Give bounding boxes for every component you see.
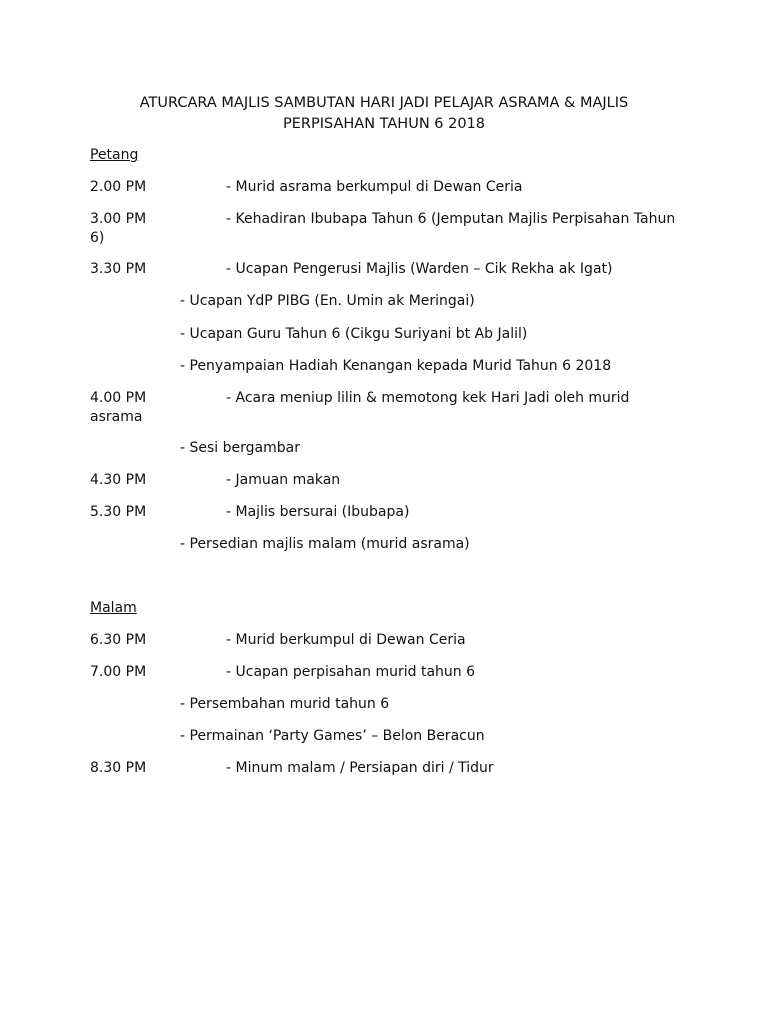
schedule-time: 4.00 PM (90, 390, 147, 406)
schedule-time: 3.30 PM (90, 261, 147, 277)
schedule-time: 3.00 PM (90, 211, 147, 227)
schedule-subitem: - Ucapan YdP PIBG (En. Umin ak Meringai) (180, 293, 475, 309)
schedule-subitem: - Penyampaian Hadiah Kenangan kepada Murid Tahun 6 2018 (180, 358, 612, 374)
schedule-text-continued: asrama (90, 408, 143, 425)
title-line-2: PERPISAHAN TAHUN 6 2018 (282, 116, 486, 132)
section-heading-malam: Malam (90, 600, 137, 616)
title-line-1: ATURCARA MAJLIS SAMBUTAN HARI JADI PELAJAR ASRAMA & MAJLIS (139, 95, 629, 111)
schedule-text: - Ucapan perpisahan murid tahun 6 (226, 664, 476, 680)
section-heading-petang: Petang (90, 147, 139, 163)
schedule-text: - Kehadiran Ibubapa Tahun 6 (Jemputan Majlis Perpisahan Tahun (226, 211, 676, 227)
schedule-time: 2.00 PM (90, 179, 147, 195)
schedule-subitem: - Persedian majlis malam (murid asrama) (180, 536, 470, 552)
schedule-subitem: - Sesi bergambar (180, 440, 300, 456)
document-title (0, 93, 768, 135)
schedule-text: - Jamuan makan (226, 472, 341, 488)
schedule-time: 4.30 PM (90, 472, 147, 488)
schedule-text: - Minum malam / Persiapan diri / Tidur (226, 760, 494, 776)
schedule-time: 8.30 PM (90, 760, 147, 776)
schedule-text: - Ucapan Pengerusi Majlis (Warden – Cik Rekha ak Igat) (226, 261, 613, 277)
schedule-text: - Acara meniup lilin & memotong kek Hari Jadi oleh murid (226, 390, 630, 406)
schedule-text: - Majlis bersurai (Ibubapa) (226, 504, 410, 520)
schedule-subitem: - Ucapan Guru Tahun 6 (Cikgu Suriyani bt Ab Jalil) (180, 326, 528, 342)
schedule-time: 5.30 PM (90, 504, 147, 520)
schedule-time: 6.30 PM (90, 632, 147, 648)
schedule-text: - Murid berkumpul di Dewan Ceria (226, 632, 466, 648)
schedule-time: 7.00 PM (90, 664, 147, 680)
schedule-subitem: - Persembahan murid tahun 6 (180, 696, 390, 712)
schedule-subitem: - Permainan ‘Party Games’ – Belon Beracun (180, 728, 485, 744)
schedule-text: - Murid asrama berkumpul di Dewan Ceria (226, 179, 523, 195)
schedule-text-continued: 6) (90, 229, 105, 246)
